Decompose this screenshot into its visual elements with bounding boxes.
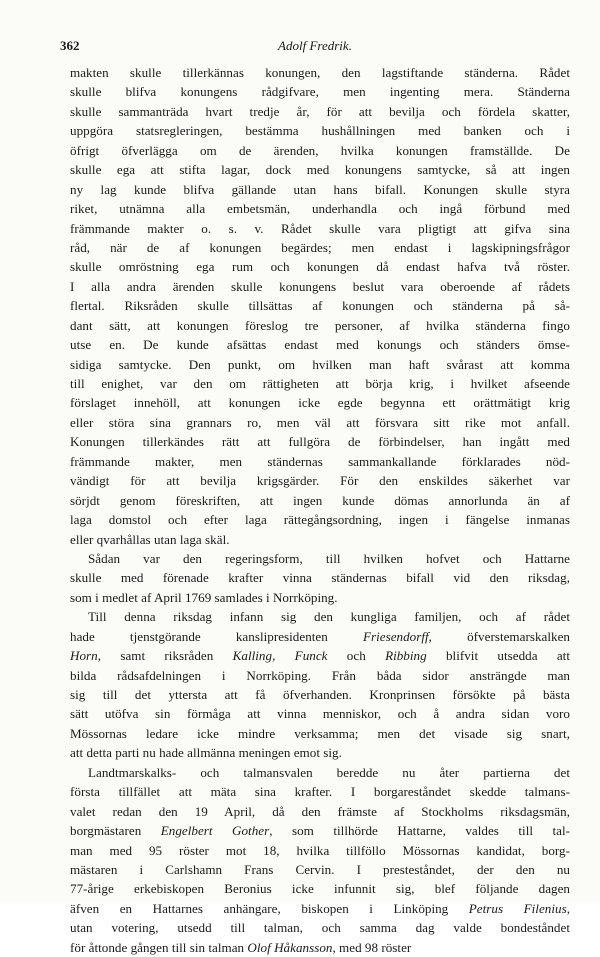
text-line: öfrigt öfverlägga om de ärenden, hvilka konungen framställde. De [70,142,570,158]
text-line: vändigt för att bevilja krigsgärder. För den enskildes säkerhet var [70,473,570,489]
text-line: Sådan var den regeringsform, till hvilken hofvet och Hattarne [88,550,570,566]
text-line: utan votering, utsedd till talman, och samma dag valde bondeståndet [70,920,570,936]
text-line: eller störa sina grannars ro, men väl att försvara sitt rike mot anfall. [70,414,570,430]
text-line: Mössornas ledare icke mindre verksamma; men det visade sig snart, [70,725,570,741]
text-line: uppgöra statsregleringen, bestämma hushållningen med banken och i [70,123,570,139]
paragraph [70,763,570,957]
text-line: flertal. Riksråden skulle tillsättas af konungen och ständerna på så- [70,298,570,314]
text-line: bilda rådsafdelningen i Norrköping. Från båda sidor ansträngde man [70,667,570,683]
paragraph [70,549,570,607]
text-line: man med 95 röster mot 18, hvilka tillföllo Mössornas kandidat, borg- [70,842,570,858]
text-line: Horn, samt riksråden Kalling, Funck och Ribbing blifvit utsedda att [70,648,570,664]
body-text [70,63,570,957]
text-line: riket, utnämna alla embetsmän, underhandla och ingå förbund med [70,201,570,217]
text-line: dant sätt, att konungen föreslog tre personer, af hvilka ständerna fingo [70,317,570,333]
text-line: sidiga samtycke. Den punkt, om hvilken man haft svårast att komma [70,356,570,372]
text-line: Till denna riksdag infann sig den kungliga familjen, och af rådet [88,609,570,625]
page-header [60,38,570,56]
text-line: skulle omröstning ega rum och konungen då endast hafva två röster. [70,259,570,275]
text-line: främmande makter o. s. v. Rådet skulle vara pligtigt att gifva sina [70,220,570,236]
text-line: I alla andra ärenden skulle konungens beslut vara oberoende af rådets [70,278,570,294]
text-line: sig till det yttersta att få öfverhanden. Kronprinsen försökte på bästa [70,687,570,702]
text-line: förslaget innehöll, att konungen icke egde begynna ett orättmätigt krig [70,395,570,411]
text-line: sätt utöfva sin förmåga att vinna menniskor, och å andra sidan voro [70,706,570,722]
text-line: skulle sammanträda hvart tredje år, för att bevilja och fördela skatter, [70,103,570,119]
text-line: främmande makter, men ständernas sammankallande förklarades nöd- [70,453,570,469]
text-line: hade tjenstgörande kanslipresidenten Friesendorff, öfverstemarskalken [70,628,570,644]
text-line: ny lag kunde blifva gällande utan hans bifall. Konungen skulle styra [70,181,570,197]
text-line: sörjdt genom föreskriften, att ingen kunde dömas annorlunda än af [70,492,570,508]
text-line: laga domstol och efter laga rättegångsordning, ingen i fängelse inmanas [70,512,570,528]
text-line: äfven en Hattarnes anhängare, biskopen i Linköping Petrus Filenius, [70,900,570,916]
text-line: borgmästaren Engelbert Gother, som tillhörde Hattarne, valdes till tal- [70,823,570,839]
text-line: Landtmarskalks- och talmansvalen beredde nu åter partierna det [88,764,570,780]
text-line: som i medlet af April 1769 samlades i Norrköping. [70,589,338,605]
text-line: utse en. De kunde afsättas endast med konungs och ständers ömse- [70,337,570,353]
text-line: Konungen tillerkändes rätt att fullgöra de förbindelser, han ingått med [70,434,570,450]
text-line: att detta parti nu hade allmänna meningen emot sig. [70,745,342,761]
text-line: skulle blifva konungens rådgifvare, men ingenting mera. Ständerna [70,84,570,100]
page-number: 362 [60,38,80,53]
text-line: för åttonde gången till sin talman Olof Håkansson, med 98 röster [70,939,412,955]
text-line: råd, när de af konungen begärdes; men endast i lagskipningsfrågor [70,239,570,255]
text-line: mästaren i Carlshamn Frans Cervin. I presteståndet, der den nu [70,861,570,877]
text-line: valet redan den 19 April, då den främste af Stockholms riksdagsmän, [70,803,570,819]
paragraph [70,63,570,549]
paragraph [70,607,570,763]
text-line: första tillfället att mäta sina krafter. I borgareståndet skedde talmans- [70,784,570,800]
text-line: skulle ega att stifta lagar, dock med konungens samtycke, så att ingen [70,162,570,178]
text-line: makten skulle tillerkännas konungen, den lagstiftande ständerna. Rådet [70,65,570,80]
running-title: Adolf Fredrik. [278,38,352,53]
text-line: skulle med förenade krafter vinna ständernas bifall vid den riksdag, [70,570,570,586]
text-line: eller qvarhållas utan laga skäl. [70,531,230,547]
text-line: till enighet, var den om rättigheten att börja krig, i hvilket afseende [70,376,570,391]
text-line: 77-årige erkebiskopen Beronius icke infunnit sig, blef följande dagen [70,881,570,897]
